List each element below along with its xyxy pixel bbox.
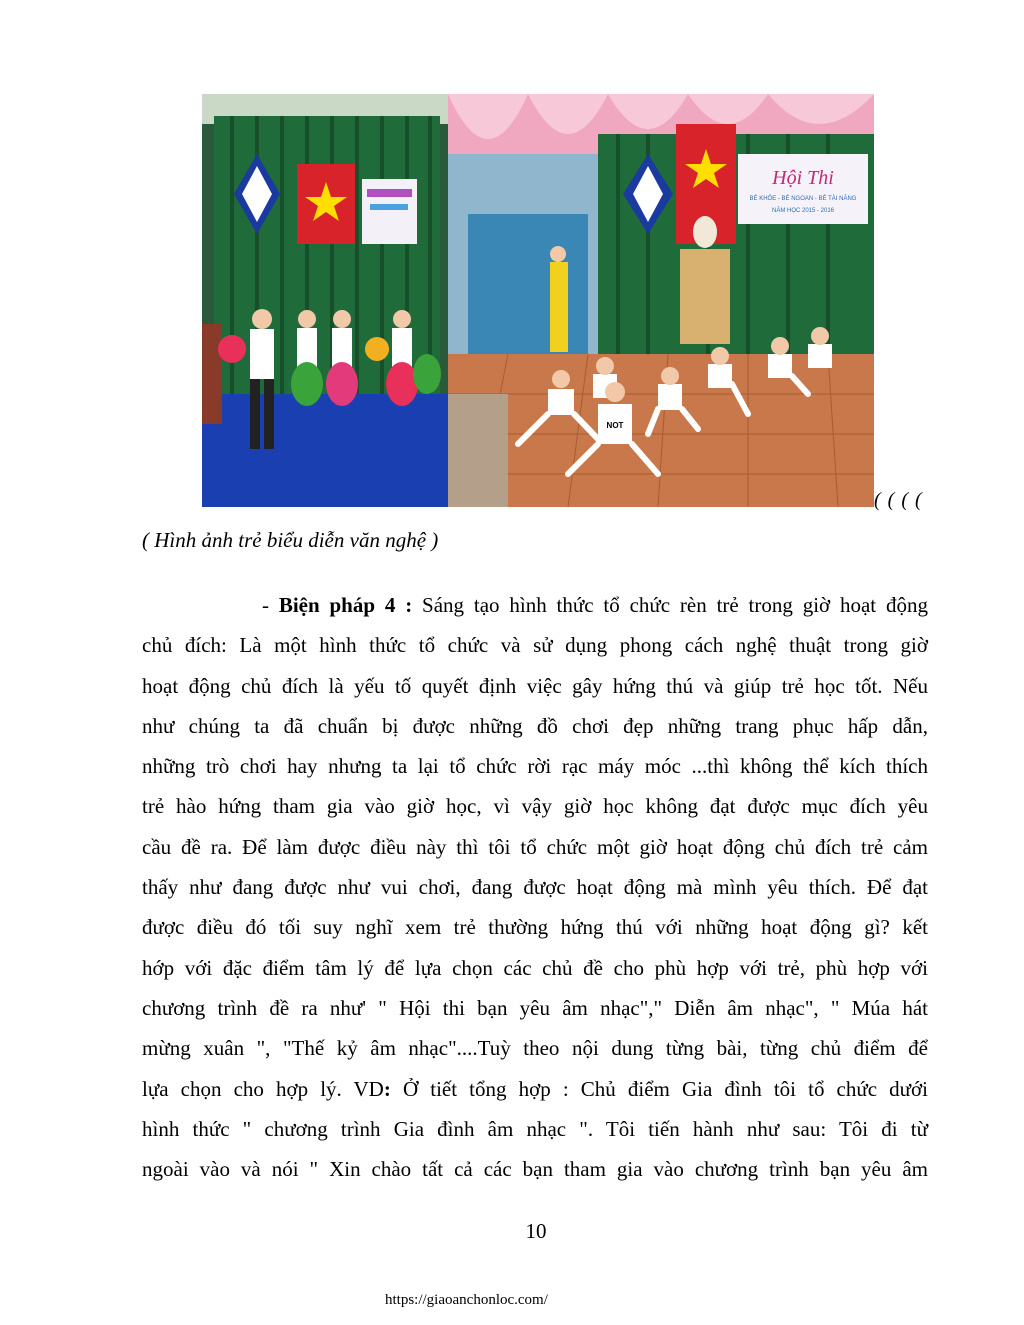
- photo-collage: [202, 94, 874, 507]
- page-number: 10: [525, 1219, 547, 1243]
- footer-link[interactable]: https://giaoanchonloc.com/: [385, 1292, 548, 1308]
- kid-shirt-text: NOT: [606, 421, 624, 430]
- line-text: Sáng tạo hình thức tổ chức rèn trẻ trong giờ hoạt động: [412, 593, 928, 617]
- paragraph-line: trẻ hào hứng tham gia vào giờ học, vì vậy giờ học không đạt được mục đích yêu: [142, 794, 928, 819]
- bullet-dash: -: [262, 593, 279, 617]
- paragraph-line: những trò chơi hay nhưng ta lại tổ chức rời rạc máy móc ...thì không thể kích thích: [142, 754, 928, 779]
- paragraph-line: thấy như đang được như vui chơi, đang được hoạt động mà mình yêu thích. Để đạt: [142, 875, 928, 900]
- section-heading: Biện pháp 4 :: [278, 593, 413, 617]
- paragraph-line: hớp với đặc điểm tâm lý để lựa chọn các chủ đề cho phù hợp với trẻ, phù hợp với: [142, 955, 928, 980]
- paragraph-bien-phap-4: [142, 585, 928, 1189]
- parenthesis-marks: ( ( ( (: [874, 489, 923, 511]
- paragraph-line: ngoài vào và nói " Xin chào tất cả các bạn tham gia vào chương trình bạn yêu âm: [142, 1157, 928, 1182]
- vd-colon: :: [383, 1076, 391, 1101]
- paragraph-line: [142, 585, 928, 625]
- paragraph-line: [142, 1069, 928, 1109]
- paragraph-line: chủ đích: Là một hình thức tổ chức và sử dụng phong cách nghệ thuật trong giờ: [142, 633, 928, 658]
- paragraph-line: mừng xuân ", "Thế kỷ âm nhạc"....Tuỳ theo nội dung từng bài, từng chủ điểm để: [142, 1036, 928, 1061]
- line-text: Ở tiết tổng hợp : Chủ điểm Gia đình tôi tổ chức dưới: [390, 1076, 928, 1101]
- banner-subtitle: BÉ KHỎE - BÉ NGOAN - BÉ TÀI NĂNG: [749, 196, 857, 202]
- paragraph-line: được điều đó tối suy nghĩ xem trẻ thường hứng thú với những hoạt động gì? kết: [142, 915, 928, 940]
- paragraph-line: như chúng ta đã chuẩn bị được những đồ chơi đẹp những trang phục hấp dẫn,: [142, 713, 928, 738]
- paragraph-line: cầu đề ra. Để làm được điều này thì tôi tổ chức một giờ hoạt động chủ đích trẻ cảm: [142, 834, 928, 859]
- banner-year: NĂM HỌC 2015 - 2016: [771, 208, 835, 214]
- image-caption: ( Hình ảnh trẻ biểu diễn văn nghệ ): [142, 528, 439, 552]
- paragraph-line: hình thức " chương trình Gia đình âm nhạc ". Tôi tiến hành như sau: Tôi đi từ: [142, 1116, 928, 1141]
- photo-children-exercise: [448, 94, 874, 507]
- line-text: lựa chọn cho hợp lý. VD: [142, 1076, 384, 1101]
- photo-children-dancing: [202, 94, 448, 507]
- banner-title: Hội Thi: [772, 167, 834, 189]
- paragraph-line: chương trình đề ra như' " Hội thi bạn yêu âm nhạc"," Diễn âm nhạc", " Múa hát: [142, 995, 928, 1020]
- paragraph-line: hoạt động chủ đích là yếu tố quyết định việc gây hứng thú và giúp trẻ học tốt. Nếu: [142, 673, 928, 698]
